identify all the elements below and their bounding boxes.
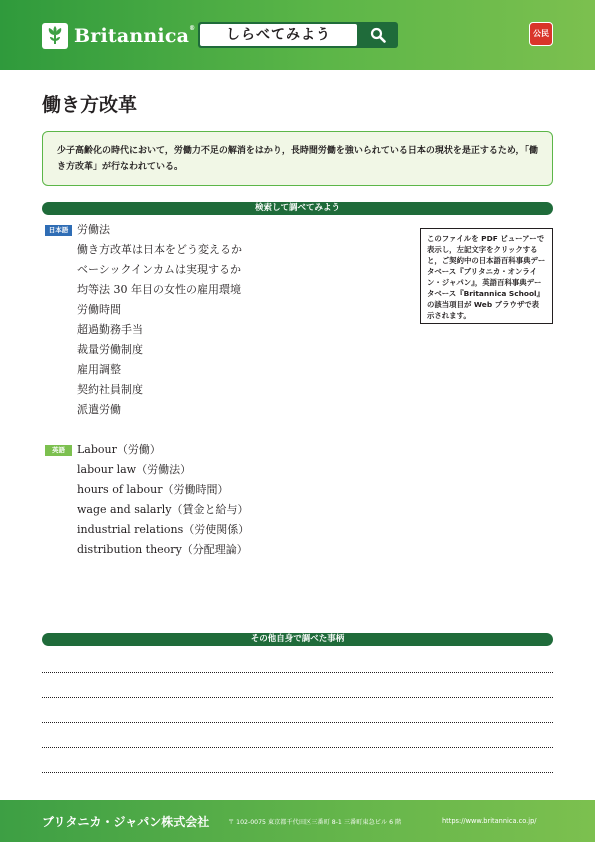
english-keyword-link[interactable]: distribution theory（分配理論） bbox=[77, 543, 248, 556]
subject-badge: 公民 bbox=[529, 22, 553, 46]
japanese-keyword-link[interactable]: 労働時間 bbox=[77, 303, 121, 316]
search-section-heading: 検索して調べてみよう bbox=[42, 202, 553, 215]
footer-bar bbox=[0, 800, 595, 842]
britannica-logo[interactable] bbox=[42, 22, 195, 50]
company-name: ブリタニカ・ジャパン株式会社 bbox=[42, 815, 210, 829]
japanese-keyword-link[interactable]: ベーシックインカムは実現するか bbox=[77, 263, 242, 276]
english-keyword-link[interactable]: hours of labour（労働時間） bbox=[77, 483, 229, 496]
company-address: 〒 102-0075 東京都千代田区三番町 8-1 三番町東急ビル 6 階 bbox=[228, 819, 402, 826]
search-icon bbox=[370, 27, 386, 43]
japanese-keyword-link[interactable]: 均等法 30 年目の女性の雇用環境 bbox=[77, 283, 241, 296]
company-url[interactable]: https://www.britannica.co.jp/ bbox=[442, 817, 537, 825]
writing-line bbox=[42, 697, 553, 698]
writing-line bbox=[42, 722, 553, 723]
summary-text: 少子高齢化の時代において，労働力不足の解消をはかり，長時間労働を強いられている日本の現状を是正するため，「働き方改革」が行なわれている。 bbox=[57, 146, 538, 172]
japanese-keyword-link[interactable]: 契約社員制度 bbox=[77, 383, 143, 396]
japanese-tag: 日本語 bbox=[45, 225, 72, 236]
logo-text: Britannica® bbox=[74, 25, 196, 47]
english-main-keyword[interactable]: Labour（労働） bbox=[77, 443, 161, 456]
summary-box bbox=[42, 131, 553, 186]
thistle-logo-icon bbox=[42, 23, 68, 49]
english-tag: 英語 bbox=[45, 445, 72, 456]
english-keyword-link[interactable]: industrial relations（労使関係） bbox=[77, 523, 250, 536]
notes-section-heading: その他自身で調べた事柄 bbox=[42, 633, 553, 646]
japanese-keyword-link[interactable]: 働き方改革は日本をどう変えるか bbox=[77, 243, 242, 256]
pdf-usage-note: このファイルを PDF ビューアーで表示し，左記文字をクリックすると，ご契約中の日本語百科事典データベース『ブリタニカ・オンライン・ジャパン』，英語百科事典データベース『Britannica School』の該当項目が Web ブラウザで表示されます。 bbox=[420, 228, 553, 324]
writing-line bbox=[42, 772, 553, 773]
japanese-main-keyword[interactable]: 労働法 bbox=[77, 223, 110, 236]
japanese-keyword-link[interactable]: 裁量労働制度 bbox=[77, 343, 143, 356]
japanese-keyword-link[interactable]: 派遣労働 bbox=[77, 403, 121, 416]
page-title: 働き方改革 bbox=[42, 94, 138, 116]
writing-line bbox=[42, 747, 553, 748]
writing-line bbox=[42, 672, 553, 673]
japanese-keyword-link[interactable]: 超過勤務手当 bbox=[77, 323, 143, 336]
search-label[interactable]: しらべてみよう bbox=[200, 24, 357, 46]
search-bar[interactable] bbox=[198, 22, 398, 48]
search-button[interactable] bbox=[358, 22, 398, 48]
japanese-keyword-link[interactable]: 雇用調整 bbox=[77, 363, 121, 376]
english-keyword-link[interactable]: wage and salarly（賃金と給与） bbox=[77, 503, 249, 516]
english-keyword-link[interactable]: labour law（労働法） bbox=[77, 463, 192, 476]
